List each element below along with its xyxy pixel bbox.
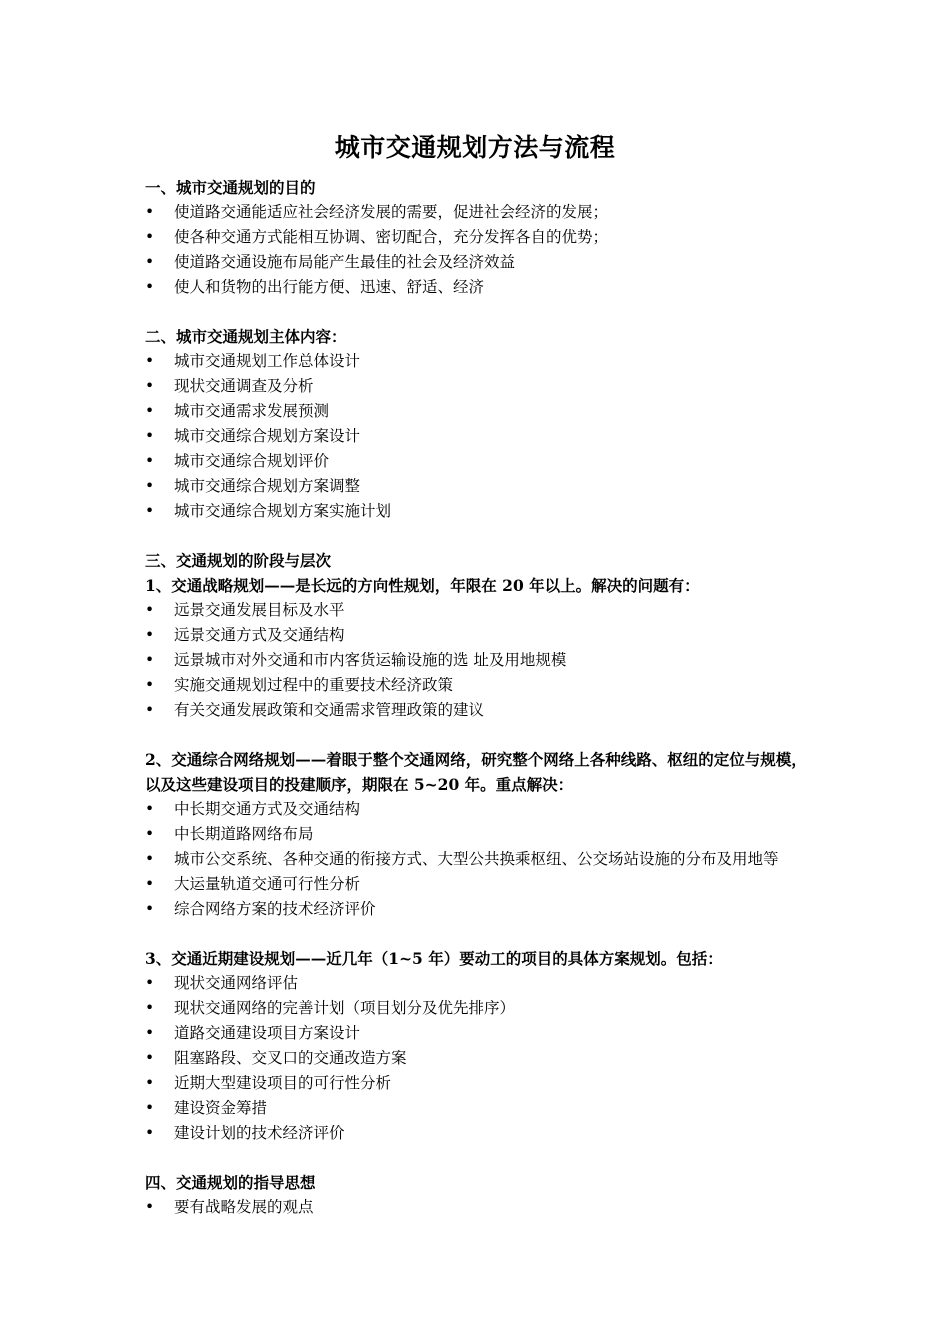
list-item: • 有关交通发展政策和交通需求管理政策的建议 — [145, 698, 810, 723]
list-item: • 城市公交系统、各种交通的衔接方式、大型公共换乘枢纽、公交场站设施的分布及用地等 — [145, 847, 810, 872]
bullet-icon: • — [145, 1124, 155, 1142]
bullet-icon: • — [145, 203, 155, 221]
subsection-heading: 3、交通近期建设规划——近几年（1~5 年）要动工的项目的具体方案规划。包括： — [145, 949, 723, 968]
subsection-heading: 1、交通战略规划——是长远的方向性规划，年限在 20 年以上。解决的问题有： — [145, 576, 700, 595]
bullet-icon: • — [145, 825, 155, 843]
bullet-icon: • — [145, 900, 155, 918]
list-item: • 使人和货物的出行能方便、迅速、舒适、经济 — [145, 275, 810, 300]
bullet-icon: • — [145, 1049, 155, 1067]
list-item: • 城市交通需求发展预测 — [145, 399, 810, 424]
bullet-icon: • — [145, 974, 155, 992]
bullet-icon: • — [145, 626, 155, 644]
list-item: • 近期大型建设项目的可行性分析 — [145, 1071, 810, 1096]
section-heading: 三、交通规划的阶段与层次 — [145, 551, 332, 570]
list-item: • 远景交通方式及交通结构 — [145, 623, 810, 648]
bullet-icon: • — [145, 352, 155, 370]
list-item: • 实施交通规划过程中的重要技术经济政策 — [145, 673, 810, 698]
list-item: • 中长期交通方式及交通结构 — [145, 797, 810, 822]
list-item: • 城市交通规划工作总体设计 — [145, 349, 810, 374]
bullet-icon: • — [145, 278, 155, 296]
list-item: • 现状交通网络评估 — [145, 971, 810, 996]
list-item: • 中长期道路网络布局 — [145, 822, 810, 847]
list-item: • 现状交通调查及分析 — [145, 374, 810, 399]
list-item: • 使道路交通设施布局能产生最佳的社会及经济效益 — [145, 250, 810, 275]
list-item: • 综合网络方案的技术经济评价 — [145, 897, 810, 922]
bullet-icon: • — [145, 1024, 155, 1042]
bullet-icon: • — [145, 651, 155, 669]
list-item: • 使各种交通方式能相互协调、密切配合，充分发挥各自的优势； — [145, 225, 810, 250]
bullet-icon: • — [145, 452, 155, 470]
bullet-icon: • — [145, 701, 155, 719]
bullet-icon: • — [145, 1099, 155, 1117]
bullet-icon: • — [145, 502, 155, 520]
bullet-icon: • — [145, 253, 155, 271]
bullet-icon: • — [145, 800, 155, 818]
list-item: • 城市交通综合规划方案实施计划 — [145, 499, 810, 524]
bullet-icon: • — [145, 601, 155, 619]
bullet-icon: • — [145, 1198, 155, 1216]
bullet-icon: • — [145, 676, 155, 694]
list-item: • 建设资金筹措 — [145, 1096, 810, 1121]
bullet-icon: • — [145, 377, 155, 395]
bullet-icon: • — [145, 850, 155, 868]
section-heading: 四、交通规划的指导思想 — [145, 1173, 316, 1192]
list-item: • 现状交通网络的完善计划（项目划分及优先排序） — [145, 996, 810, 1021]
bullet-icon: • — [145, 402, 155, 420]
list-item: • 使道路交通能适应社会经济发展的需要，促进社会经济的发展； — [145, 200, 810, 225]
list-item: • 建设计划的技术经济评价 — [145, 1121, 810, 1146]
list-item: • 远景交通发展目标及水平 — [145, 598, 810, 623]
bullet-icon: • — [145, 427, 155, 445]
bullet-icon: • — [145, 1074, 155, 1092]
list-item: • 远景城市对外交通和市内客货运输设施的选 址及用地规模 — [145, 648, 810, 673]
list-item: • 大运量轨道交通可行性分析 — [145, 872, 810, 897]
section-heading: 二、城市交通规划主体内容： — [145, 327, 347, 346]
bullet-icon: • — [145, 999, 155, 1017]
list-item: • 道路交通建设项目方案设计 — [145, 1021, 810, 1046]
bullet-icon: • — [145, 875, 155, 893]
list-item: • 城市交通综合规划评价 — [145, 449, 810, 474]
bullet-icon: • — [145, 228, 155, 246]
section-heading: 一、城市交通规划的目的 — [145, 178, 316, 197]
subsection-heading: 2、交通综合网络规划——着眼于整个交通网络，研究整个网络上各种线路、枢纽的定位与规模，以及这些建设项目的投建顺序，期限在 5~20 年。重点解决： — [145, 750, 807, 794]
document-body — [145, 175, 810, 1220]
document-title: 城市交通规划方法与流程 — [334, 133, 616, 162]
bullet-icon: • — [145, 477, 155, 495]
list-item: • 要有战略发展的观点 — [145, 1195, 810, 1220]
list-item: • 城市交通综合规划方案设计 — [145, 424, 810, 449]
list-item: • 城市交通综合规划方案调整 — [145, 474, 810, 499]
list-item: • 阻塞路段、交叉口的交通改造方案 — [145, 1046, 810, 1071]
